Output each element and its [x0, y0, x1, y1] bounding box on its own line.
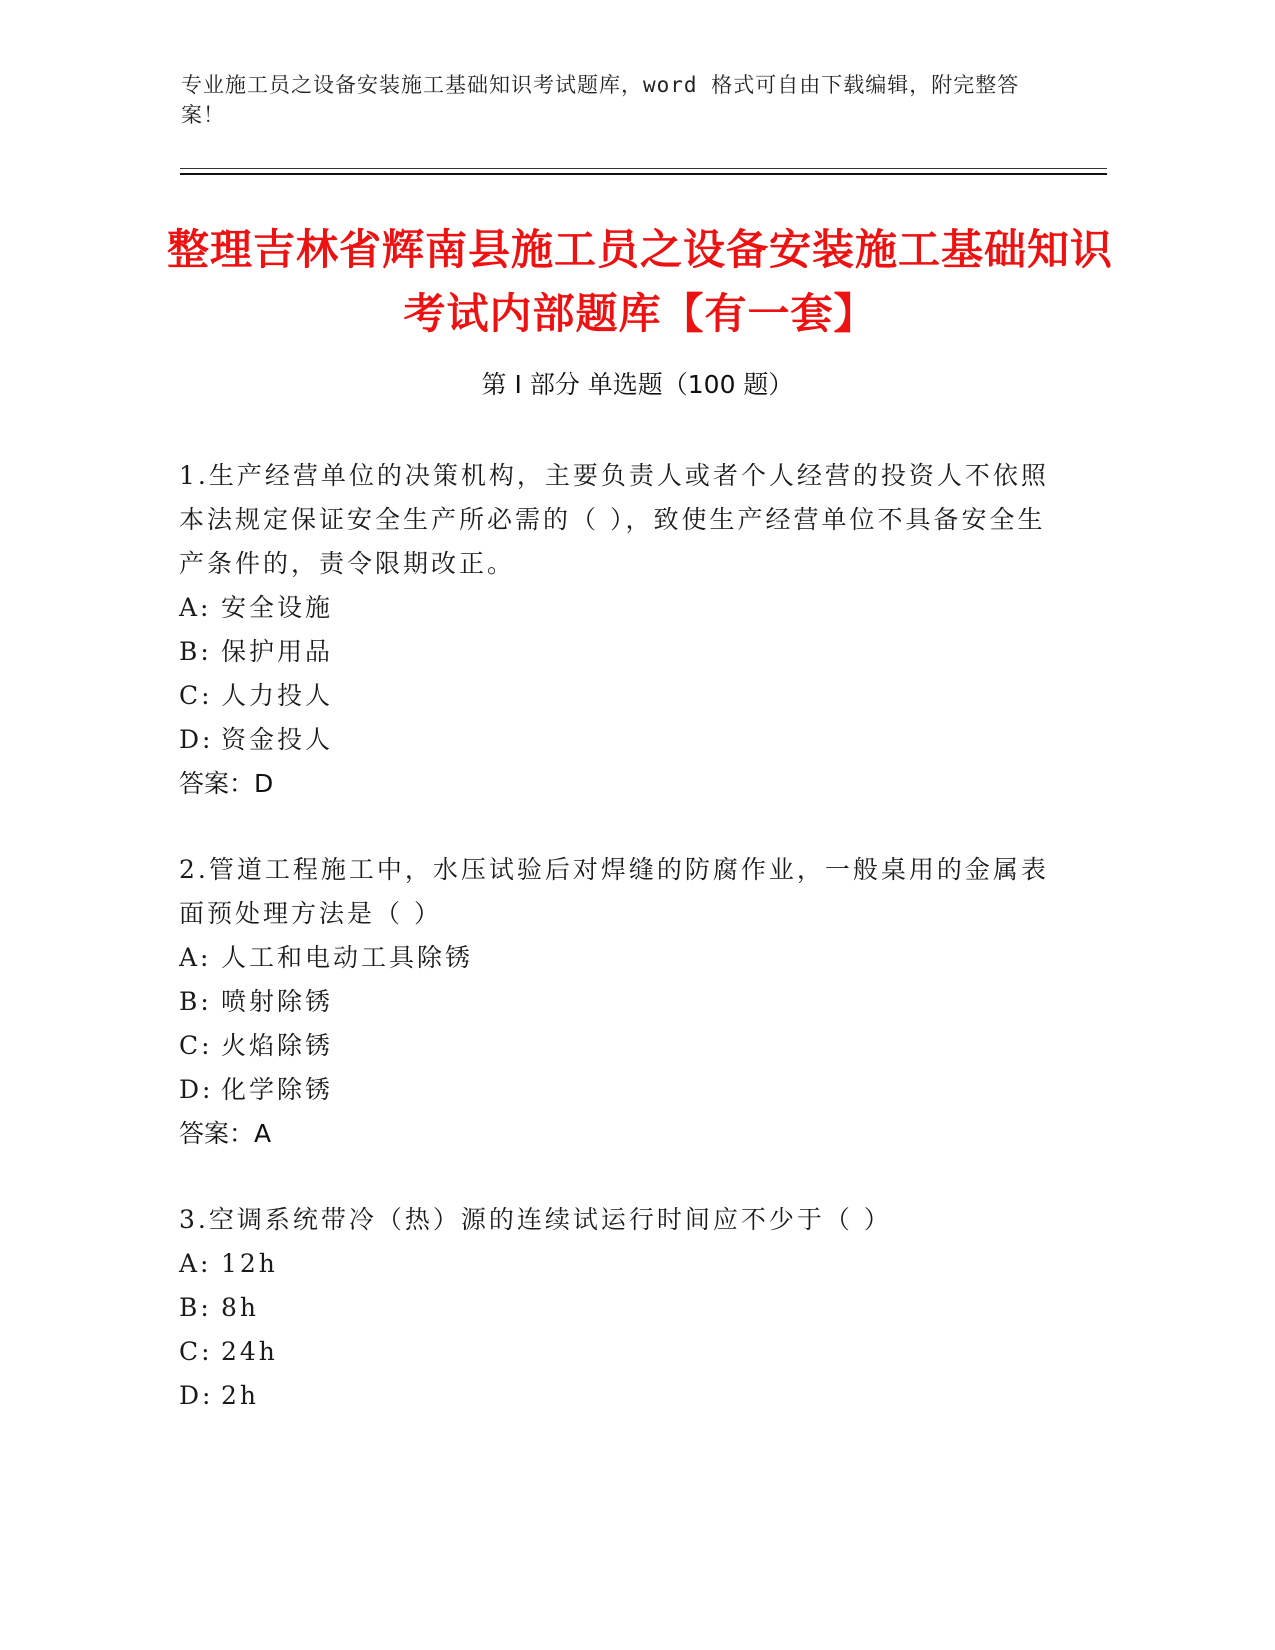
header-rule-thick — [180, 173, 1107, 175]
option-text: 火焰除锈 — [221, 1031, 334, 1060]
option-letter: B: — [179, 637, 212, 666]
option-letter: D: — [179, 1381, 214, 1410]
option-letter: D: — [179, 725, 214, 754]
option-text: 24h — [221, 1337, 278, 1366]
question-item — [179, 454, 1059, 806]
option-letter: B: — [179, 1293, 212, 1322]
answer-line: 答案：D — [179, 769, 274, 798]
header-rule-thin — [180, 168, 1107, 169]
option-b — [179, 630, 1059, 674]
option-letter: C: — [179, 681, 213, 710]
question-item — [179, 1198, 1059, 1418]
answer-line: 答案：A — [179, 1119, 272, 1148]
option-letter: A: — [179, 943, 212, 972]
question-stem: 3.空调系统带冷（热）源的连续试运行时间应不少于（ ） — [179, 1205, 892, 1234]
option-letter: D: — [179, 1075, 214, 1104]
option-text: 保护用品 — [221, 637, 334, 666]
option-text: 2h — [221, 1381, 260, 1410]
option-a — [179, 936, 1059, 980]
option-letter: A: — [179, 593, 212, 622]
option-c — [179, 674, 1059, 718]
option-text: 资金投人 — [221, 725, 334, 754]
header-note: 专业施工员之设备安装施工基础知识考试题库，word 格式可自由下载编辑，附完整答案！ — [181, 73, 1020, 127]
question-item — [179, 848, 1059, 1156]
option-text: 12h — [221, 1249, 278, 1278]
option-text: 人力投人 — [221, 681, 334, 710]
option-letter: A: — [179, 1249, 212, 1278]
document-title: 整理吉林省辉南县施工员之设备安装施工基础知识考试内部题库【有一套】 — [166, 225, 1113, 338]
section-heading: 第 I 部分 单选题（100 题） — [481, 370, 794, 399]
question-stem: 2.管道工程施工中，水压试验后对焊缝的防腐作业，一般桌用的金属表面预处理方法是（ ） — [179, 855, 1049, 928]
option-a — [179, 586, 1059, 630]
option-text: 8h — [221, 1293, 260, 1322]
option-text: 人工和电动工具除锈 — [221, 943, 474, 972]
option-text: 化学除锈 — [221, 1075, 334, 1104]
option-c — [179, 1024, 1059, 1068]
question-stem: 1.生产经营单位的决策机构，主要负责人或者个人经营的投资人不依照本法规定保证安全生产所必需的（ ），致使生产经营单位不具备安全生产条件的，责令限期改正。 — [179, 461, 1049, 578]
option-d — [179, 1374, 1059, 1418]
option-letter: C: — [179, 1031, 213, 1060]
option-a — [179, 1242, 1059, 1286]
option-c — [179, 1330, 1059, 1374]
option-letter: C: — [179, 1337, 213, 1366]
option-b — [179, 980, 1059, 1024]
option-b — [179, 1286, 1059, 1330]
option-d — [179, 718, 1059, 762]
option-text: 安全设施 — [221, 593, 334, 622]
option-d — [179, 1068, 1059, 1112]
option-text: 喷射除锈 — [221, 987, 334, 1016]
option-letter: B: — [179, 987, 212, 1016]
question-list — [179, 454, 1059, 1460]
